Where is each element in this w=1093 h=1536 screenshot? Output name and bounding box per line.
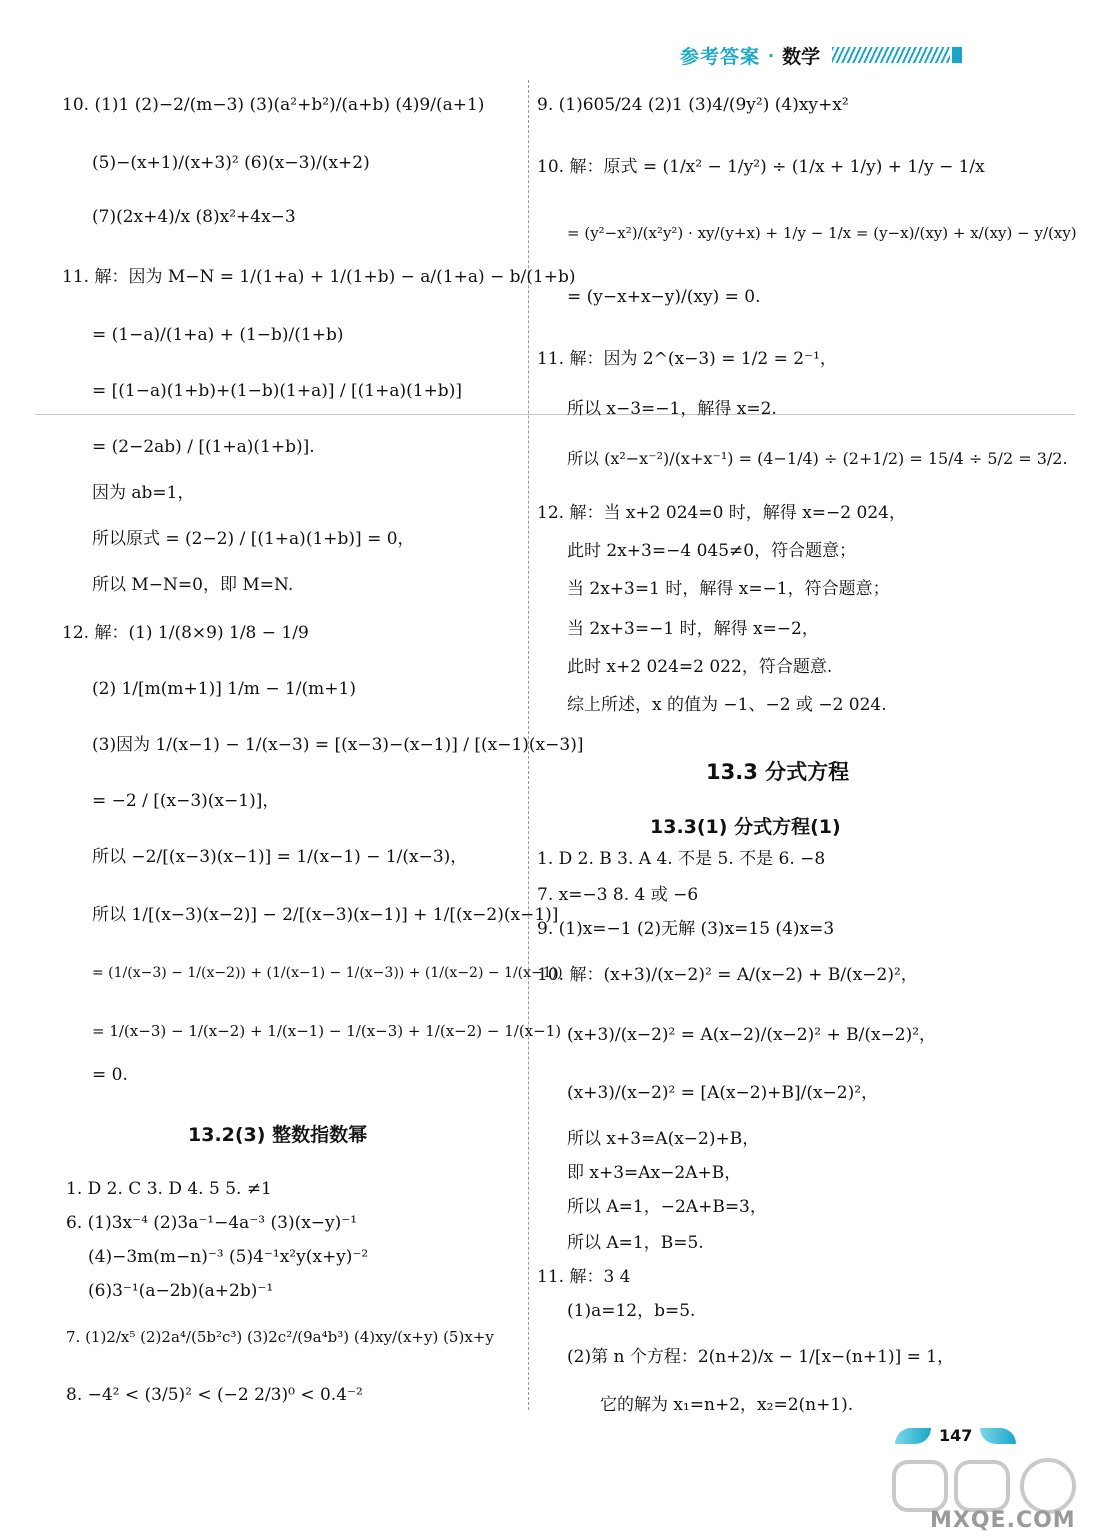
answer-line: 1. D 2. B 3. A 4. 不是 5. 不是 6. −8	[537, 849, 826, 869]
answer-line: 11. 解：3 4	[537, 1267, 631, 1287]
answer-line: 所以原式 = (2−2) / [(1+a)(1+b)] = 0，	[92, 529, 415, 549]
answer-line: 所以 −2/[(x−3)(x−1)] = 1/(x−1) − 1/(x−3)，	[92, 847, 468, 867]
answer-line: 即 x+3=Ax−2A+B，	[567, 1163, 742, 1183]
answer-line: (x+3)/(x−2)² = [A(x−2)+B]/(x−2)²，	[567, 1083, 879, 1103]
answer-line: 所以 1/[(x−3)(x−2)] − 2/[(x−3)(x−1)] + 1/[(x−2)(x−1)]	[92, 905, 559, 925]
answer-line: (7)(2x+4)/x (8)x²+4x−3	[92, 207, 296, 227]
answer-line: 所以 x−3=−1，解得 x=2.	[567, 399, 777, 419]
answer-line: (6)3⁻¹(a−2b)(a+2b)⁻¹	[88, 1281, 274, 1301]
leaf-left-icon	[895, 1428, 931, 1444]
answer-line: 此时 x+2 024=2 022，符合题意.	[567, 657, 833, 677]
answer-line: 11. 解：因为 2^(x−3) = 1/2 = 2⁻¹，	[537, 349, 837, 369]
answer-line: 所以 x+3=A(x−2)+B，	[567, 1129, 760, 1149]
subsection-title: 13.3(1) 分式方程(1)	[650, 816, 841, 838]
answer-line: 综上所述，x 的值为 −1、−2 或 −2 024.	[567, 695, 887, 715]
header-end-block	[952, 47, 962, 63]
answer-line: 9. (1)x=−1 (2)无解 (3)x=15 (4)x=3	[537, 919, 835, 939]
page-header	[680, 40, 990, 70]
header-stripes	[832, 47, 950, 63]
answer-line: 10. 解：(x+3)/(x−2)² = A/(x−2) + B/(x−2)²，	[537, 965, 918, 985]
leaf-right-icon	[980, 1428, 1016, 1444]
answer-line: 所以 A=1，B=5.	[567, 1233, 704, 1253]
answer-line: 11. 解：因为 M−N = 1/(1+a) + 1/(1+b) − a/(1+a) − b/(1+b)	[62, 267, 576, 287]
answer-line: = 0.	[92, 1065, 128, 1085]
answer-line: 12. 解：(1) 1/(8×9) 1/8 − 1/9	[62, 623, 309, 643]
answer-line: 7. (1)2/x⁵ (2)2a⁴/(5b²c³) (3)2c²/(9a⁴b³) (4)xy/(x+y) (5)x+y	[66, 1328, 494, 1346]
answer-line: = (1−a)/(1+a) + (1−b)/(1+b)	[92, 325, 344, 345]
answer-line: 7. x=−3 8. 4 或 −6	[537, 885, 699, 905]
watermark-text: MXQE.COM	[930, 1508, 1076, 1533]
header-tag: 参考答案	[680, 45, 761, 68]
section-title: 13.3 分式方程	[706, 760, 850, 784]
answer-line: (4)−3m(m−n)⁻³ (5)4⁻¹x²y(x+y)⁻²	[88, 1247, 369, 1267]
answer-line: (2) 1/[m(m+1)] 1/m − 1/(m+1)	[92, 679, 356, 699]
answer-line: (x+3)/(x−2)² = A(x−2)/(x−2)² + B/(x−2)²，	[567, 1025, 937, 1045]
answer-line: 因为 ab=1，	[92, 483, 195, 503]
answer-line: 此时 2x+3=−4 045≠0，符合题意；	[567, 541, 857, 561]
answer-line: 9. (1)605/24 (2)1 (3)4/(9y²) (4)xy+x²	[537, 95, 849, 115]
answer-line: = (y²−x²)/(x²y²) · xy/(y+x) + 1/y − 1/x = (y−x)/(xy) + x/(xy) − y/(xy)	[567, 224, 1077, 242]
answer-line: 8. −4² < (3/5)² < (−2 2/3)⁰ < 0.4⁻²	[66, 1385, 363, 1405]
answer-line: = (1/(x−3) − 1/(x−2)) + (1/(x−1) − 1/(x−3)) + (1/(x−2) − 1/(x−1))	[92, 965, 563, 981]
answer-line: 12. 解：当 x+2 024=0 时，解得 x=−2 024，	[537, 503, 906, 523]
answer-line: 它的解为 x₁=n+2，x₂=2(n+1).	[600, 1395, 854, 1415]
answer-line: (1)a=12，b=5.	[567, 1301, 696, 1321]
answer-line: 当 2x+3=−1 时，解得 x=−2，	[567, 619, 819, 639]
answer-line: 1. D 2. C 3. D 4. 5 5. ≠1	[66, 1179, 272, 1199]
page-number: 147	[939, 1426, 973, 1445]
answer-line: 10. (1)1 (2)−2/(m−3) (3)(a²+b²)/(a+b) (4)9/(a+1)	[62, 95, 485, 115]
answer-line: (2)第 n 个方程：2(n+2)/x − 1/[x−(n+1)] = 1，	[567, 1347, 955, 1367]
answer-line: 10. 解：原式 = (1/x² − 1/y²) ÷ (1/x + 1/y) + 1/y − 1/x	[537, 157, 985, 177]
answer-line: = (y−x+x−y)/(xy) = 0.	[567, 287, 761, 307]
answer-line: = (2−2ab) / [(1+a)(1+b)].	[92, 437, 315, 457]
answer-line: = 1/(x−3) − 1/(x−2) + 1/(x−1) − 1/(x−3) + 1/(x−2) − 1/(x−1)	[92, 1022, 562, 1040]
answer-line: 当 2x+3=1 时，解得 x=−1，符合题意；	[567, 579, 890, 599]
answer-line: = −2 / [(x−3)(x−1)]，	[92, 791, 280, 811]
fold-line	[35, 414, 1075, 415]
answer-line: 所以 A=1，−2A+B=3，	[567, 1197, 767, 1217]
answer-line: = [(1−a)(1+b)+(1−b)(1+a)] / [(1+a)(1+b)]	[92, 381, 462, 401]
answer-line: (3)因为 1/(x−1) − 1/(x−3) = [(x−3)−(x−1)] / [(x−1)(x−3)]	[92, 735, 584, 755]
header-subject: 数学	[782, 45, 821, 68]
page-footer	[895, 1426, 1016, 1445]
header-dot: ·	[768, 45, 775, 65]
answer-line: 所以 (x²−x⁻²)/(x+x⁻¹) = (4−1/4) ÷ (2+1/2) = 15/4 ÷ 5/2 = 3/2.	[567, 449, 1068, 468]
answer-line: (5)−(x+1)/(x+3)² (6)(x−3)/(x+2)	[92, 153, 370, 173]
answer-line: 所以 M−N=0，即 M=N.	[92, 575, 294, 595]
watermark-logo-icon	[890, 1456, 1080, 1516]
section-title: 13.2(3) 整数指数幂	[188, 1124, 368, 1146]
answer-line: 6. (1)3x⁻⁴ (2)3a⁻¹−4a⁻³ (3)(x−y)⁻¹	[66, 1213, 358, 1233]
